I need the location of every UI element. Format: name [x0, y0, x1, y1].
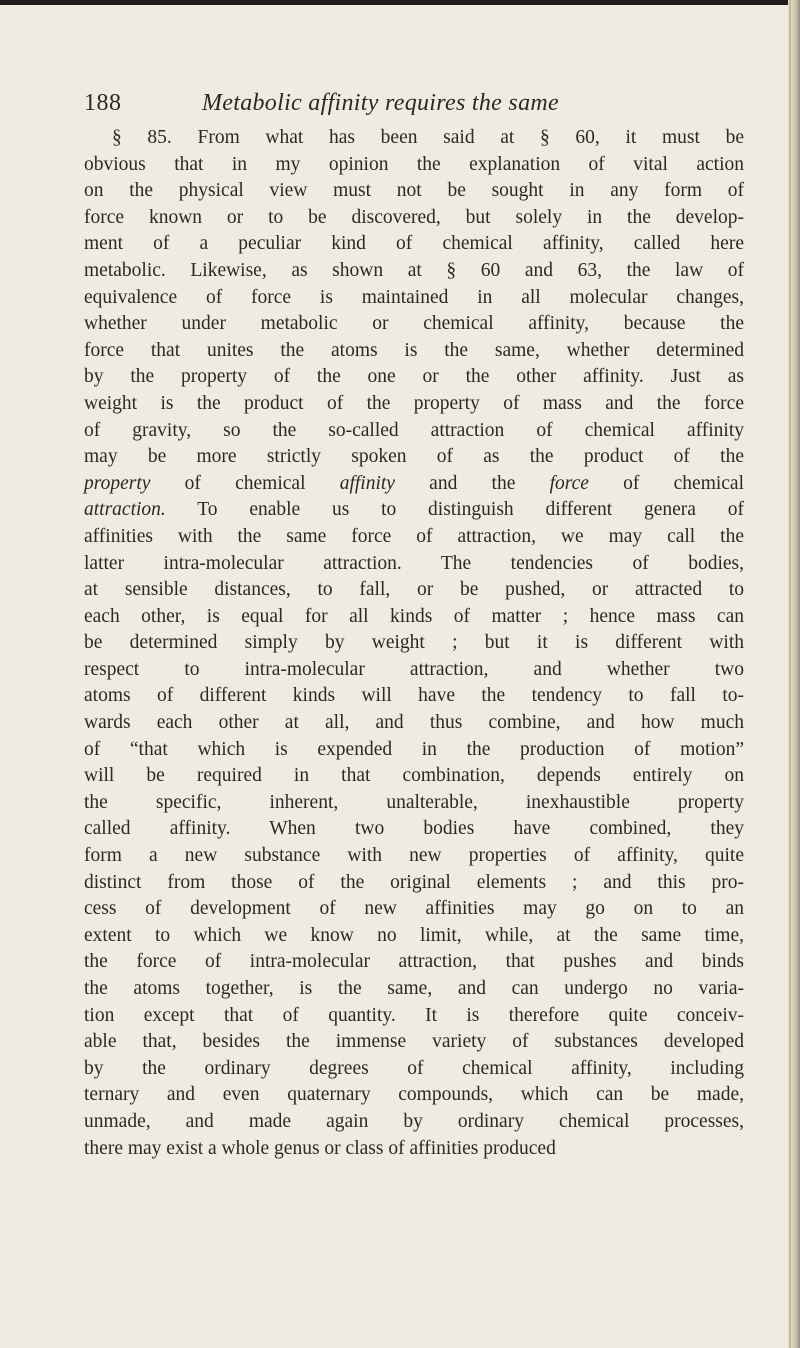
text-run: To enable us to distinguish different genera of: [165, 499, 744, 521]
text-line: [84, 364, 744, 391]
text-run: force known or to be discovered, but solely in the develop-: [84, 206, 744, 228]
text-line: [84, 1056, 744, 1083]
text-run: cess of development of new affinities may go on to an: [84, 898, 744, 920]
body-text: [84, 125, 744, 1162]
text-run: force that unites the atoms is the same, whether determined: [84, 339, 744, 361]
text-run: called affinity. When two bodies have combined, they: [84, 818, 744, 840]
text-run: of chemical: [150, 472, 340, 494]
text-line: [84, 710, 744, 737]
page-number: 188: [84, 90, 122, 116]
text-run: may be more strictly spoken of as the product of the: [84, 446, 744, 468]
text-line: [84, 471, 744, 498]
running-head-title: Metabolic affinity requires the same: [202, 90, 559, 116]
text-line: [84, 976, 744, 1003]
text-run: each other, is equal for all kinds of matter ; hence mass can: [84, 605, 744, 627]
text-run: whether under metabolic or chemical affinity, because the: [84, 313, 744, 335]
text-run: able that, besides the immense variety of substances developed: [84, 1031, 744, 1053]
text-run: by the ordinary degrees of chemical affinity, including: [84, 1057, 744, 1079]
text-run: be determined simply by weight ; but it is different with: [84, 632, 744, 654]
text-line: [84, 231, 744, 258]
text-line: [84, 949, 744, 976]
text-run: form a new substance with new properties of affinity, quite: [84, 845, 744, 867]
text-line: [84, 391, 744, 418]
page-edge-line: [789, 0, 791, 1348]
text-line: [84, 763, 744, 790]
running-head: [84, 90, 744, 124]
text-run: equivalence of force is maintained in all molecular changes,: [84, 286, 744, 308]
text-line: [84, 1109, 744, 1136]
text-line: [84, 418, 744, 445]
text-run: of chemical: [588, 472, 745, 494]
text-run: metabolic. Likewise, as shown at § 60 and 63, the law of: [84, 259, 744, 281]
text-line: [84, 311, 744, 338]
text-line: [84, 1082, 744, 1109]
text-run: ternary and even quaternary compounds, which can be made,: [84, 1084, 744, 1106]
italic-text: force: [549, 472, 589, 494]
text-run: § 85. From what has been said at § 60, it must be: [112, 127, 744, 148]
text-line: [84, 1029, 744, 1056]
text-line: [84, 338, 744, 365]
text-run: of gravity, so the so-called attraction of chemical affinity: [84, 419, 744, 441]
text-run: affinities with the same force of attraction, we may call the: [84, 525, 744, 547]
text-line: [84, 1003, 744, 1030]
text-line: [84, 870, 744, 897]
text-run: extent to which we know no limit, while, at the same time,: [84, 924, 744, 946]
text-line: [84, 790, 744, 817]
text-run: on the physical view must not be sought in any form of: [84, 180, 744, 202]
text-line: [84, 152, 744, 179]
text-line: [84, 205, 744, 232]
text-line: [84, 1136, 744, 1163]
text-run: of “that which is expended in the production of motion”: [84, 738, 744, 760]
text-run: respect to intra-molecular attraction, and whether two: [84, 658, 744, 680]
text-run: by the property of the one or the other affinity. Just as: [84, 366, 744, 388]
italic-text: affinity: [339, 472, 395, 494]
text-run: the atoms together, is the same, and can undergo no varia-: [84, 978, 744, 999]
text-line: [84, 843, 744, 870]
text-line: [84, 551, 744, 578]
text-line: [84, 896, 744, 923]
text-run: the force of intra-molecular attraction, that pushes and binds: [84, 951, 744, 973]
text-run: tion except that of quantity. It is therefore quite conceiv-: [84, 1004, 744, 1026]
text-line: [84, 683, 744, 710]
text-line: [84, 577, 744, 604]
text-line: [84, 630, 744, 657]
text-line: [84, 497, 744, 524]
text-line: [84, 604, 744, 631]
text-run: distinct from those of the original elements ; and this pro-: [84, 871, 744, 893]
text-run: unmade, and made again by ordinary chemical processes,: [84, 1110, 744, 1132]
text-run: and the: [394, 472, 550, 494]
text-line: [84, 178, 744, 205]
top-border-rule: [0, 0, 790, 5]
text-run: the specific, inherent, unalterable, inexhaustible property: [84, 791, 744, 813]
text-run: latter intra-molecular attraction. The tendencies of bodies,: [84, 552, 744, 574]
text-line: [84, 444, 744, 471]
text-line: [84, 737, 744, 764]
italic-text: property: [84, 472, 151, 494]
text-run: obvious that in my opinion the explanation of vital action: [84, 153, 744, 175]
text-run: will be required in that combination, depends entirely on: [84, 765, 744, 787]
text-run: there may exist a whole genus or class of affinities produced: [84, 1137, 556, 1159]
text-line: [84, 657, 744, 684]
text-run: wards each other at all, and thus combine, and how much: [84, 712, 744, 734]
text-line: [84, 816, 744, 843]
text-run: ment of a peculiar kind of chemical affinity, called here: [84, 233, 744, 255]
text-line: [84, 524, 744, 551]
text-line: [84, 258, 744, 285]
text-run: atoms of different kinds will have the tendency to fall to-: [84, 685, 744, 707]
text-line: [84, 125, 744, 152]
text-run: weight is the product of the property of mass and the force: [84, 392, 744, 414]
text-run: at sensible distances, to fall, or be pushed, or attracted to: [84, 579, 744, 601]
text-line: [84, 923, 744, 950]
text-line: [84, 285, 744, 312]
italic-text: attraction.: [84, 499, 166, 521]
